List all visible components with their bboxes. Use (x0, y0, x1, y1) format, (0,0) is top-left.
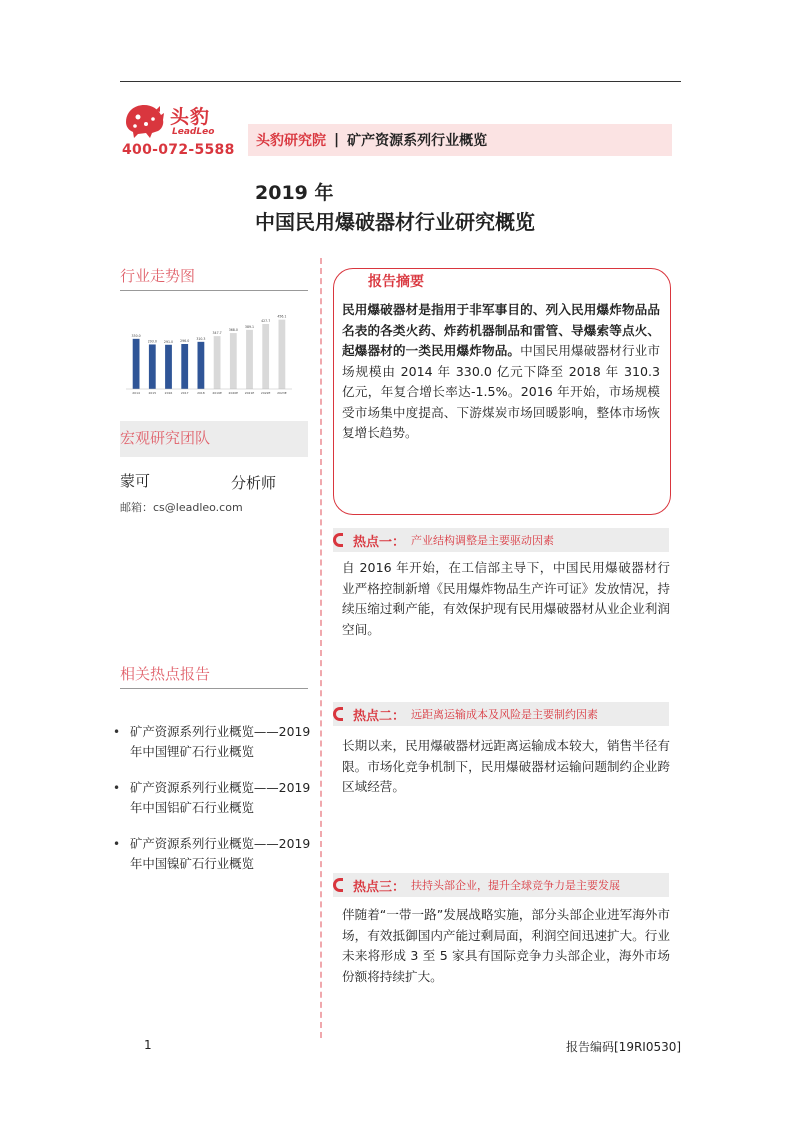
chart-tick-label: 2021E (244, 391, 255, 395)
chart-data-label: 368.0 (228, 328, 238, 333)
report-code: 报告编码[19RI0530] (566, 1040, 682, 1054)
page-number: 1 (144, 1038, 152, 1052)
summary-text (342, 300, 660, 444)
chart-data-label: 456.1 (277, 314, 287, 319)
related-reports-list (113, 722, 313, 890)
chart-tick-label: 2016 (164, 391, 173, 395)
trend-heading: 行业走势图 (120, 265, 308, 291)
contact-phone: 400-072-5588 (122, 142, 235, 158)
hotspot-bar-3 (333, 873, 669, 897)
chart-tick-label: 2017 (180, 391, 189, 395)
arc-icon (333, 533, 343, 547)
related-report-item[interactable]: • 矿产资源系列行业概览——2019 年中国铝矿石行业概览 (113, 778, 313, 818)
arc-icon (333, 878, 343, 892)
chart-data-label: 291.0 (163, 339, 174, 344)
chart-bar (165, 345, 172, 389)
chart-bar (181, 344, 188, 389)
chart-bar (149, 344, 156, 389)
chart-tick-label: 2019E (212, 391, 222, 395)
hotspot-text-1: 自 2016 年开始，在工信部主导下，中国民用爆破器材行业严格控制新增《民用爆炸物品生产许可证》发放情况，持续压缩过剩产能，有效保护现有民用爆破器材从业企业利润空间。 (342, 560, 670, 637)
chart-bar (279, 320, 286, 389)
summary-label: 报告摘要 (358, 271, 434, 291)
hotspot-bar-1 (333, 528, 669, 552)
chart-data-label: 389.1 (244, 324, 255, 329)
hotspot-subtitle: 扶持头部企业，提升全球竞争力是主要发展 (411, 879, 621, 892)
chart-data-label: 427.7 (261, 318, 271, 323)
related-report-item[interactable]: • 矿产资源系列行业概览——2019 年中国锂矿石行业概览 (113, 722, 313, 762)
chart-bar (230, 333, 237, 389)
top-rule (120, 81, 681, 82)
chart-data-label: 330.0 (131, 333, 141, 338)
report-title: 中国民用爆破器材行业研究概览 (255, 210, 535, 234)
logo-english-text: LeadLeo (172, 127, 215, 137)
chart-data-label: 296.0 (180, 339, 190, 344)
hotspot-title: 热点一： (353, 534, 406, 550)
hotspot-text-3: 伴随着“一带一路”发展战略实施，部分头部企业进军海外市场，有效抵御国内产能过剩局面，利润空间迅速扩大。行业未来将形成 3 至 5 家具有国际竞争力头部企业，海外市场份额将持续扩大。 (342, 907, 670, 984)
hotspot-subtitle: 远距离运输成本及风险是主要制约因素 (411, 708, 599, 721)
series-banner (248, 124, 672, 156)
chart-data-label: 293.0 (147, 339, 157, 344)
chart-tick-label: 2023E (277, 391, 287, 395)
summary-body: 中国民用爆破器材行业市场规模由 2014 年 330.0 亿元下降至 2018 年 310.3 亿元，年复合增长率达-1.5%。2016 年开始，市场规模受市场集中度提高、下游煤炭市场回暖影响，整体市场恢复增长趋势。 (342, 343, 661, 440)
chart-tick-label: 2020E (228, 391, 239, 395)
chart-tick-label: 2018 (197, 391, 205, 395)
logo-chinese-text: 头豹 (170, 106, 211, 128)
trend-chart (118, 303, 298, 399)
leopard-icon (122, 100, 166, 140)
hotspot-bar-2 (333, 702, 669, 726)
chart-bar (262, 324, 269, 389)
chart-bar (246, 330, 253, 389)
chart-data-label: 347.7 (212, 331, 222, 336)
related-reports-heading: 相关热点报告 (120, 663, 308, 689)
hotspot-title: 热点三： (353, 879, 406, 895)
team-heading: 宏观研究团队 (120, 421, 308, 457)
chart-data-label: 310.3 (196, 336, 206, 341)
banner-separator: | (334, 132, 340, 148)
chart-tick-label: 2014 (132, 391, 140, 395)
column-divider (320, 258, 322, 1038)
report-year: 2019 年 (255, 182, 334, 204)
related-report-item[interactable]: • 矿产资源系列行业概览——2019 年中国镍矿石行业概览 (113, 834, 313, 874)
chart-bar (198, 342, 205, 389)
series-name: 矿产资源系列行业概览 (347, 133, 488, 149)
org-name: 头豹研究院 (256, 133, 326, 149)
summary-lead: 民用爆破器材是指用于非军事目的、列入民用爆炸物品品名表的各类火药、炸药机器制品和雷管、导爆索等点火、起爆器材的一类民用爆炸物品。 (342, 302, 660, 358)
arc-icon (333, 707, 343, 721)
chart-tick-label: 2015 (148, 391, 157, 395)
hotspot-subtitle: 产业结构调整是主要驱动因素 (411, 534, 555, 547)
hotspot-text-2: 长期以来，民用爆破器材远距离运输成本较大，销售半径有限。市场化竞争机制下，民用爆破器材运输问题制约企业跨区域经营。 (342, 738, 670, 794)
team-member-role: 分析师 (231, 474, 277, 492)
team-member-name: 蒙可 (120, 472, 151, 490)
hotspot-title: 热点二： (353, 708, 406, 724)
chart-tick-label: 2022E (260, 391, 271, 395)
team-member-email[interactable]: 邮箱：cs@leadleo.com (120, 501, 243, 514)
chart-bar (214, 336, 221, 389)
chart-bar (133, 339, 140, 389)
